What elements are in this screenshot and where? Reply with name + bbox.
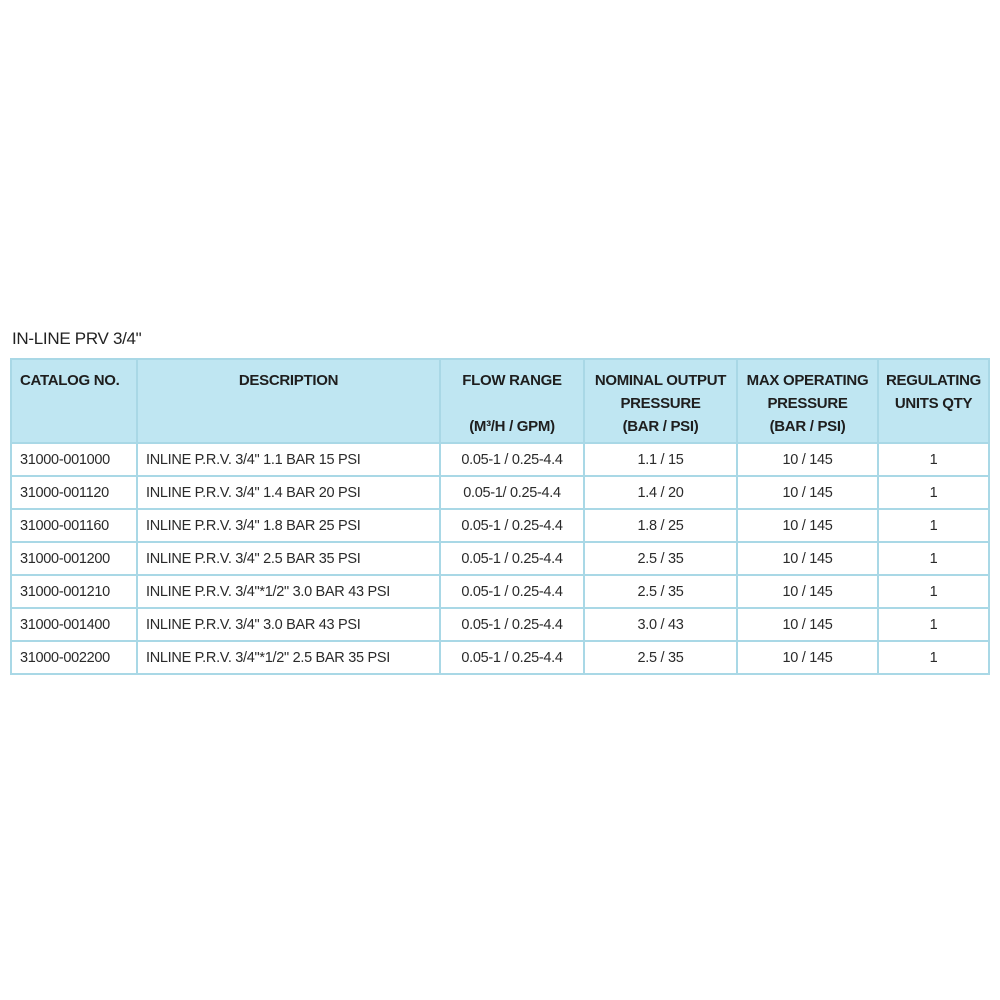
header-max-label-1: MAX OPERATING xyxy=(746,372,869,389)
table-row xyxy=(11,575,989,608)
cell-nominal-output: 1.1 / 15 xyxy=(584,443,737,476)
cell-regulating-qty: 1 xyxy=(878,542,989,575)
cell-nominal-output: 2.5 / 35 xyxy=(584,542,737,575)
cell-description: INLINE P.R.V. 3/4"*1/2" 2.5 BAR 35 PSI xyxy=(137,641,440,674)
cell-regulating-qty: 1 xyxy=(878,575,989,608)
header-flow-label: FLOW RANGE xyxy=(462,372,562,389)
cell-max-operating: 10 / 145 xyxy=(737,608,878,641)
header-nominal-label-2: PRESSURE xyxy=(620,395,701,412)
cell-max-operating: 10 / 145 xyxy=(737,542,878,575)
table-row xyxy=(11,509,989,542)
table-title: IN-LINE PRV 3/4" xyxy=(12,329,142,348)
cell-flow-range: 0.05-1 / 0.25-4.4 xyxy=(440,509,584,542)
header-max-operating xyxy=(737,359,878,443)
cell-catalog: 31000-001400 xyxy=(11,608,137,641)
header-nominal-output xyxy=(584,359,737,443)
cell-description: INLINE P.R.V. 3/4" 3.0 BAR 43 PSI xyxy=(137,608,440,641)
cell-description: INLINE P.R.V. 3/4" 1.4 BAR 20 PSI xyxy=(137,476,440,509)
table-row xyxy=(11,608,989,641)
spec-table xyxy=(10,358,990,675)
header-row xyxy=(11,359,989,443)
cell-nominal-output: 1.8 / 25 xyxy=(584,509,737,542)
cell-max-operating: 10 / 145 xyxy=(737,641,878,674)
cell-catalog: 31000-002200 xyxy=(11,641,137,674)
cell-flow-range: 0.05-1 / 0.25-4.4 xyxy=(440,608,584,641)
cell-flow-range: 0.05-1 / 0.25-4.4 xyxy=(440,542,584,575)
table-row xyxy=(11,476,989,509)
header-max-label-2: PRESSURE xyxy=(767,395,848,412)
cell-flow-range: 0.05-1/ 0.25-4.4 xyxy=(440,476,584,509)
table-row xyxy=(11,443,989,476)
cell-max-operating: 10 / 145 xyxy=(737,476,878,509)
header-max-units: (BAR / PSI) xyxy=(769,418,846,435)
header-catalog xyxy=(11,359,137,443)
cell-flow-range: 0.05-1 / 0.25-4.4 xyxy=(440,443,584,476)
table-row xyxy=(11,641,989,674)
header-nominal-units: (BAR / PSI) xyxy=(622,418,699,435)
cell-regulating-qty: 1 xyxy=(878,443,989,476)
table-body xyxy=(11,443,989,674)
cell-nominal-output: 2.5 / 35 xyxy=(584,641,737,674)
cell-catalog: 31000-001200 xyxy=(11,542,137,575)
cell-regulating-qty: 1 xyxy=(878,608,989,641)
cell-catalog: 31000-001160 xyxy=(11,509,137,542)
cell-regulating-qty: 1 xyxy=(878,641,989,674)
cell-description: INLINE P.R.V. 3/4" 1.8 BAR 25 PSI xyxy=(137,509,440,542)
cell-regulating-qty: 1 xyxy=(878,509,989,542)
cell-catalog: 31000-001210 xyxy=(11,575,137,608)
cell-nominal-output: 3.0 / 43 xyxy=(584,608,737,641)
header-reg-label-1: REGULATING xyxy=(885,372,982,389)
header-description xyxy=(137,359,440,443)
header-flow-units: (M³/H / GPM) xyxy=(469,418,555,435)
header-reg-label-2: UNITS QTY xyxy=(894,395,973,412)
cell-max-operating: 10 / 145 xyxy=(737,509,878,542)
cell-regulating-qty: 1 xyxy=(878,476,989,509)
cell-description: INLINE P.R.V. 3/4"*1/2" 3.0 BAR 43 PSI xyxy=(137,575,440,608)
table-row xyxy=(11,542,989,575)
header-catalog-label: CATALOG NO. xyxy=(20,372,120,389)
cell-nominal-output: 1.4 / 20 xyxy=(584,476,737,509)
cell-nominal-output: 2.5 / 35 xyxy=(584,575,737,608)
cell-flow-range: 0.05-1 / 0.25-4.4 xyxy=(440,641,584,674)
cell-description: INLINE P.R.V. 3/4" 1.1 BAR 15 PSI xyxy=(137,443,440,476)
cell-max-operating: 10 / 145 xyxy=(737,575,878,608)
header-description-label: DESCRIPTION xyxy=(238,372,339,389)
header-regulating-units xyxy=(878,359,989,443)
header-nominal-label-1: NOMINAL OUTPUT xyxy=(594,372,727,389)
header-flow-range xyxy=(440,359,584,443)
cell-flow-range: 0.05-1 / 0.25-4.4 xyxy=(440,575,584,608)
cell-description: INLINE P.R.V. 3/4" 2.5 BAR 35 PSI xyxy=(137,542,440,575)
cell-catalog: 31000-001120 xyxy=(11,476,137,509)
cell-max-operating: 10 / 145 xyxy=(737,443,878,476)
cell-catalog: 31000-001000 xyxy=(11,443,137,476)
